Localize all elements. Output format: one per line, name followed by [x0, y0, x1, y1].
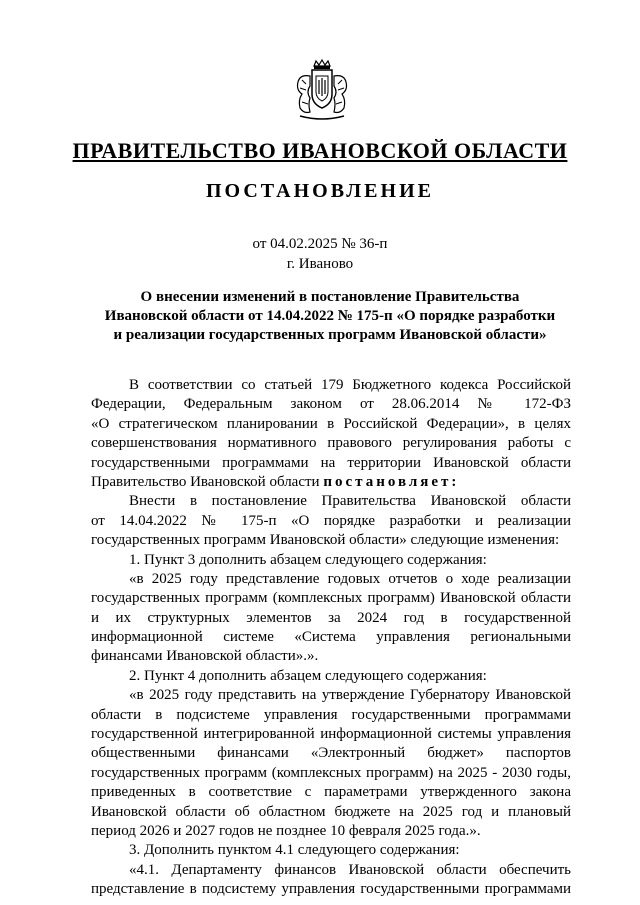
coat-of-arms-icon	[290, 58, 354, 122]
body-line: государственной интегрированной информационной системы управления	[91, 726, 571, 743]
heading-line: О внесении изменений в постановление Правительства	[140, 289, 520, 305]
document-date-number: от 04.02.2025 № 36-п	[252, 236, 388, 252]
body-line: общественными финансами «Электронный бюджет» паспортов	[91, 745, 571, 762]
document-place: г. Иваново	[286, 256, 354, 272]
organization-title: ПРАВИТЕЛЬСТВО ИВАНОВСКОЙ ОБЛАСТИ	[72, 138, 568, 163]
heading-line: Ивановской области от 14.04.2022 № 175-п «О порядке разработки	[104, 308, 556, 324]
body-line: «4.1. Департаменту финансов Ивановской области обеспечить	[129, 861, 571, 878]
body-line-text: Правительство Ивановской области	[91, 473, 320, 490]
body-line	[91, 473, 571, 492]
body-line: период 2026 и 2027 годов не позднее 10 февраля 2025 года.».	[91, 822, 481, 839]
body-line: совершенствования нормативного правового регулирования работы с	[91, 435, 571, 452]
body-line: информационной системе «Система управления региональными	[91, 629, 571, 646]
body-line: «в 2025 году представление годовых отчетов о ходе реализации	[129, 570, 571, 587]
body-line: 2. Пункт 4 дополнить абзацем следующего содержания:	[129, 667, 487, 684]
body-line: и их структурных элементов за 2024 год в государственной	[91, 609, 571, 626]
body-line: Федерации, Федеральным законом от 28.06.2014 № 172-ФЗ	[91, 396, 571, 413]
body-line: представление в подсистему управления государственными программами	[91, 881, 571, 898]
document-body	[91, 376, 571, 900]
body-line: 1. Пункт 3 дополнить абзацем следующего содержания:	[129, 551, 487, 568]
body-line: «О стратегическом планировании в Российской Федерации», в целях	[91, 415, 571, 432]
body-line: финансами Ивановской области».».	[91, 648, 319, 665]
body-line: «в 2025 году представить на утверждение Губернатору Ивановской	[129, 687, 571, 704]
heading-line: и реализации государственных программ Ивановской области»	[113, 327, 547, 343]
document-type: ПОСТАНОВЛЕНИЕ	[206, 180, 434, 202]
body-line: Ивановской области об областном бюджете на 2025 год и плановый	[91, 803, 571, 820]
body-line: государственными программами на территории Ивановской области	[91, 454, 571, 471]
body-line: государственных программ Ивановской области» следующие изменения:	[91, 532, 560, 549]
resolution-word: постановляет:	[323, 473, 460, 490]
body-line: области в подсистеме управления государственными программами	[91, 706, 571, 723]
body-line: приведенных в соответствие с параметрами утвержденного закона	[91, 784, 571, 801]
document-heading	[90, 288, 570, 345]
body-line: В соответствии со статьей 179 Бюджетного кодекса Российской	[129, 377, 571, 393]
body-line: государственных программ (комплексных программ) Ивановской области	[91, 590, 571, 607]
body-line: государственных программ (комплексных программ) на 2025 - 2030 годы,	[91, 764, 571, 781]
body-line: 3. Дополнить пунктом 4.1 следующего содержания:	[129, 842, 460, 859]
body-line: от 14.04.2022 № 175-п «О порядке разработки и реализации	[91, 512, 571, 529]
body-line: Внести в постановление Правительства Ивановской области	[129, 493, 571, 510]
